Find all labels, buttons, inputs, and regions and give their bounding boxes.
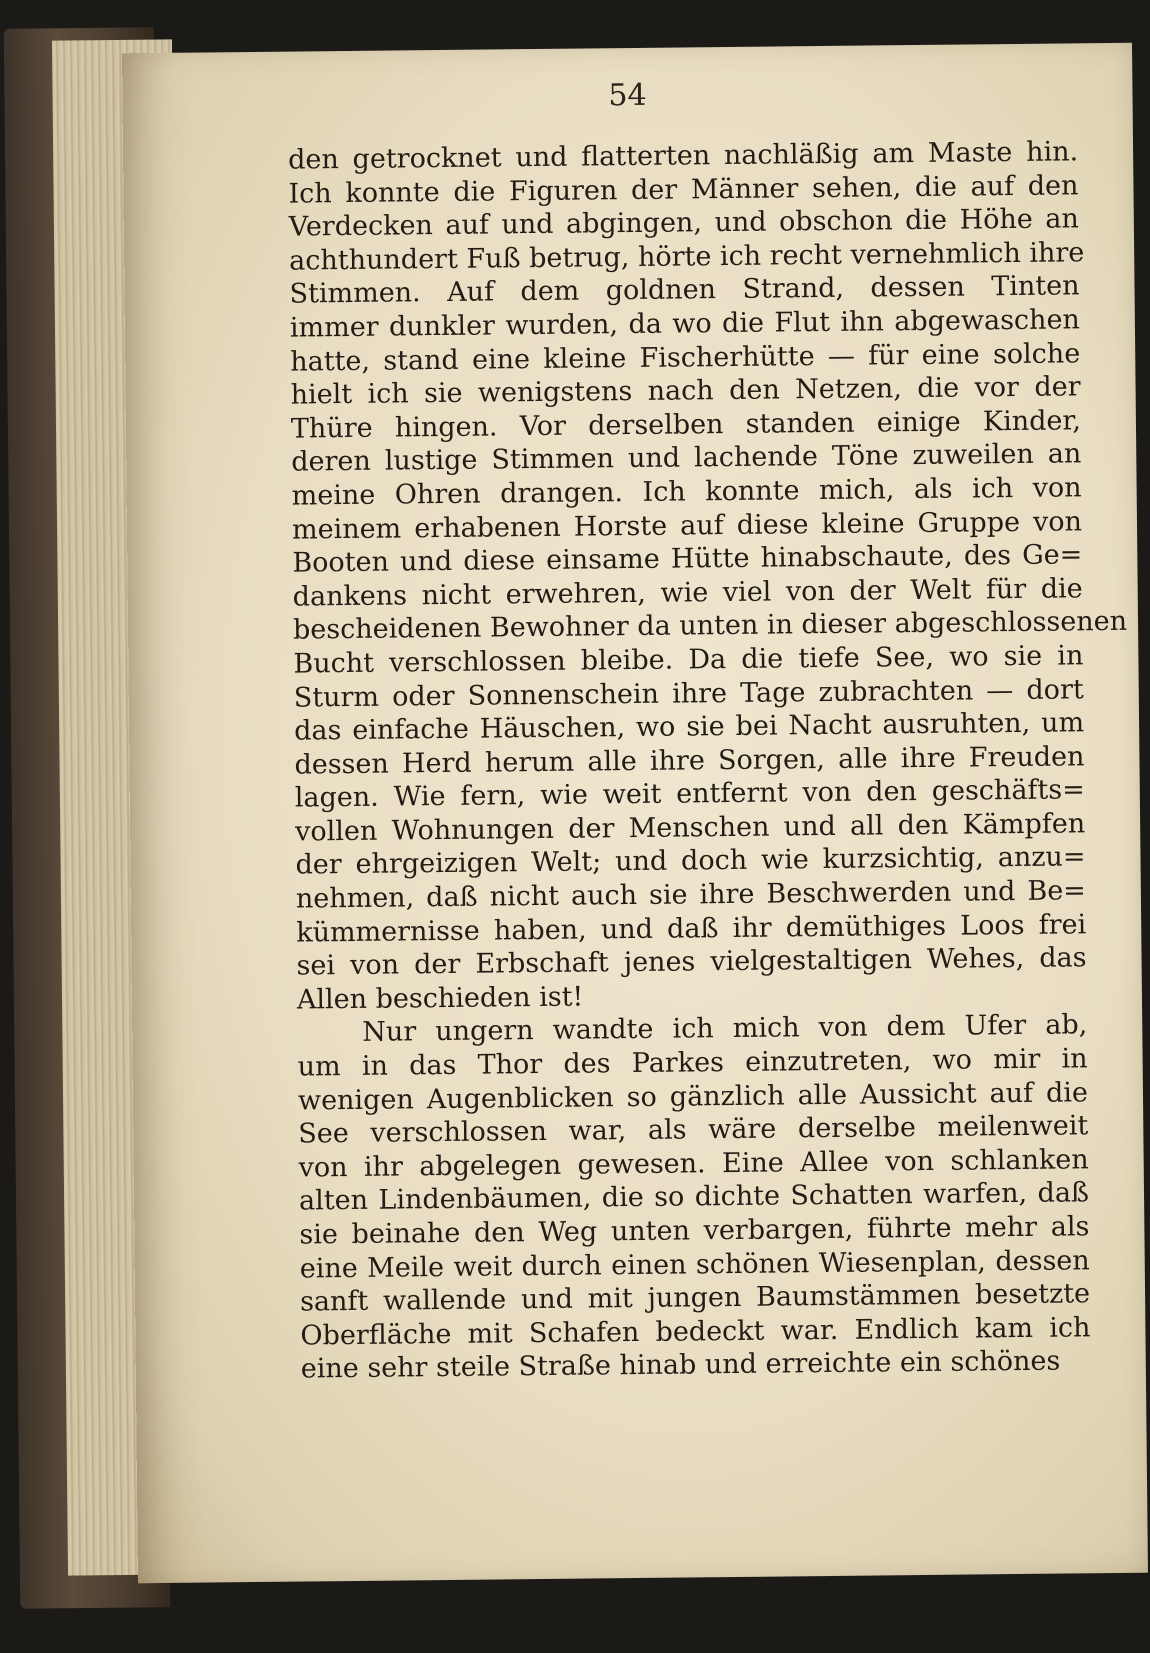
text-line: um in das Thor des Parkes einzutreten, wo mir in — [297, 1043, 1088, 1083]
text-line: hatte, stand eine kleine Fischerhütte — für eine solche — [290, 337, 1081, 378]
text-line: meine Ohren drangen. Ich konnte mich, als ich von — [291, 472, 1082, 512]
book-page — [122, 43, 1148, 1583]
text-line: Thüre hingen. Vor derselben standen einige Kinder, — [290, 405, 1082, 445]
text-line: das einfache Häuschen, wo sie bei Nacht ausruhten, um — [293, 707, 1085, 747]
text-line: eine sehr steile Straße hinab und erreichte ein schönes — [300, 1345, 1061, 1385]
text-line: sie beinahe den Weg unten verbargen, führte mehr als — [299, 1211, 1090, 1251]
text-line: achthundert Fuß betrug, hörte ich recht vernehmlich ihre — [289, 237, 1085, 277]
text-line: der ehrgeizigen Welt; und doch wie kurzsichtig, anzu= — [295, 841, 1086, 882]
text-line: bescheidenen Bewohner da unten in dieser abgeschlossenen — [292, 606, 1128, 646]
text-line: deren lustige Stimmen und lachende Töne zuweilen an — [291, 438, 1082, 478]
text-line: von ihr abgelegen gewesen. Eine Allee von schlanken — [298, 1144, 1089, 1184]
text-line: kümmernisse haben, und daß ihr demüthiges Loos frei — [296, 908, 1087, 949]
text-line: dessen Herd herum alle ihre Sorgen, alle ihre Freuden — [294, 740, 1085, 781]
paragraph — [287, 135, 1128, 1017]
text-line: dankens nicht erwehren, wie viel von der Welt für die — [292, 573, 1083, 613]
text-line: lagen. Wie fern, wie weit entfernt von den geschäfts= — [294, 774, 1085, 814]
text-line: nehmen, daß nicht auch sie ihre Beschwerden und Be= — [295, 875, 1087, 915]
paragraph — [297, 1009, 1091, 1387]
text-line: wenigen Augenblicken so gänzlich alle Aussicht auf die — [297, 1076, 1089, 1117]
text-line: eine Meile weit durch einen schönen Wiesenplan, dessen — [299, 1244, 1090, 1285]
text-line: den getrocknet und flatterten nachläßig am Maste hin. — [287, 136, 1079, 176]
text-line: Bucht verschlossen bleibe. Da die tiefe See, wo sie in — [293, 640, 1084, 680]
text-line: Ich konnte die Figuren der Männer sehen, die auf den — [288, 169, 1079, 210]
text-line: Allen beschieden ist! — [296, 981, 584, 1016]
text-line: Nur ungern wandte ich mich von dem Ufer ab, — [362, 1009, 1088, 1049]
text-line: sei von der Erbschaft jenes vielgestaltigen Wehes, das — [296, 942, 1087, 982]
text-line: Oberfläche mit Schafen bedeckt war. Endlich kam ich — [300, 1312, 1091, 1352]
text-line: immer dunkler wurden, da wo die Flut ihn abgewaschen — [289, 304, 1081, 344]
text-line: vollen Wohnungen der Menschen und all den Kämpfen — [295, 808, 1086, 848]
text-line: meinem erhabenen Horste auf diese kleine Gruppe von — [291, 505, 1083, 546]
text-line: Booten und diese einsame Hütte hinabschaute, des Ge= — [292, 539, 1083, 579]
text-line: Sturm oder Sonnenschein ihre Tage zubrachten — dort — [293, 673, 1084, 714]
text-line: sanft wallende und mit jungen Baumstämmen besetzte — [299, 1278, 1091, 1318]
page-number: 54 — [608, 77, 647, 114]
text-line: Stimmen. Auf dem goldnen Strand, dessen Tinten — [289, 270, 1080, 310]
text-line: Verdecken auf und abgingen, und obschon die Höhe an — [288, 203, 1079, 243]
body-text — [287, 135, 1128, 1386]
text-line: alten Lindenbäumen, die so dichte Schatten warfen, daß — [298, 1177, 1090, 1217]
text-line: hielt ich sie wenigstens nach den Netzen, die vor der — [290, 371, 1081, 411]
text-line: See verschlossen war, als wäre derselbe meilenweit — [298, 1110, 1089, 1150]
